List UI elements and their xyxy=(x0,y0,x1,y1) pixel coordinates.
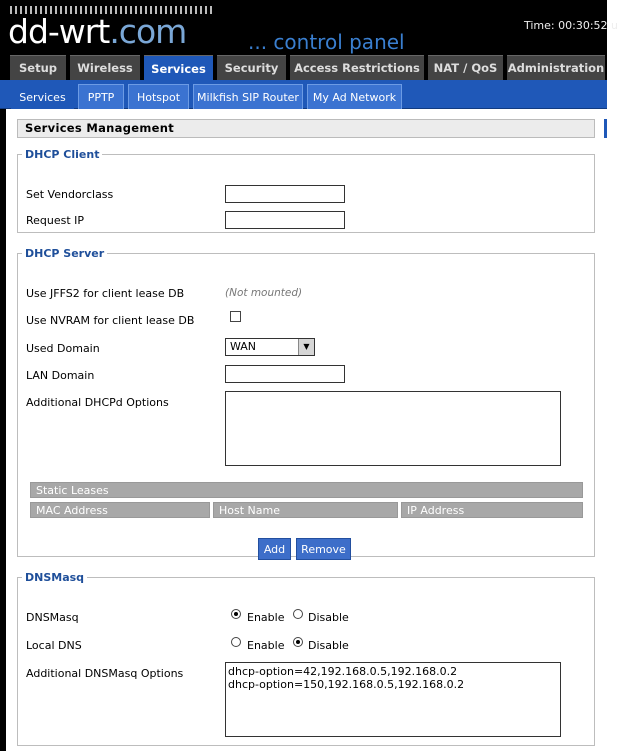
local-dns-disable-label: Disable xyxy=(308,639,349,652)
lan-domain-label: LAN Domain xyxy=(26,369,95,382)
nvram-label: Use NVRAM for client lease DB xyxy=(26,314,195,327)
static-leases-header: Static Leases xyxy=(30,482,583,498)
tagline: ... control panel xyxy=(248,30,405,54)
sub-tabs xyxy=(11,84,406,109)
used-domain-label: Used Domain xyxy=(26,342,100,355)
page-title: Services Management xyxy=(17,119,595,138)
dnsmasq-options-label: Additional DNSMasq Options xyxy=(26,667,184,680)
dhcp-client-section xyxy=(17,148,595,233)
used-domain-select[interactable] xyxy=(225,338,315,356)
tab-administration[interactable]: Administration xyxy=(507,55,605,80)
used-domain-value: WAN xyxy=(230,340,257,353)
request-ip-input[interactable] xyxy=(225,211,345,229)
subtab-pptp[interactable]: PPTP xyxy=(78,84,124,109)
local-dns-disable-radio[interactable] xyxy=(293,637,303,647)
dnsmasq-section xyxy=(17,571,595,746)
subtab-hotspot[interactable]: Hotspot xyxy=(128,84,189,109)
local-dns-enable-radio[interactable] xyxy=(231,637,241,647)
column-host-name: Host Name xyxy=(213,502,398,518)
dnsmasq-legend: DNSMasq xyxy=(25,571,85,584)
vendorclass-input[interactable] xyxy=(225,185,345,203)
dnsmasq-options-textarea[interactable]: dhcp-option=42,192.168.0.5,192.168.0.2 dhcp-option=150,192.168.0.5,192.168.0.2 xyxy=(225,662,561,737)
column-mac-address: MAC Address xyxy=(30,502,210,518)
dnsmasq-disable-label: Disable xyxy=(308,611,349,624)
local-dns-label: Local DNS xyxy=(26,639,82,652)
column-ip-address: IP Address xyxy=(401,502,583,518)
clock-time: Time: 00:30:52 u xyxy=(524,19,618,32)
nvram-checkbox[interactable] xyxy=(230,311,241,322)
local-dns-enable-label: Enable xyxy=(247,639,285,652)
vendorclass-label: Set Vendorclass xyxy=(26,188,114,201)
chevron-down-icon: ▼ xyxy=(298,339,314,355)
logo-suffix: .com xyxy=(109,12,187,51)
add-button[interactable]: Add xyxy=(258,538,291,560)
dhcpd-options-textarea[interactable] xyxy=(225,391,561,466)
right-marker xyxy=(604,119,607,138)
logo xyxy=(8,12,186,52)
subtab-my-ad-network[interactable]: My Ad Network xyxy=(307,84,402,109)
jffs2-label: Use JFFS2 for client lease DB xyxy=(26,287,185,300)
request-ip-label: Request IP xyxy=(26,214,85,227)
remove-button[interactable]: Remove xyxy=(296,538,351,560)
dnsmasq-disable-radio[interactable] xyxy=(293,609,303,619)
dhcpd-options-label: Additional DHCPd Options xyxy=(26,396,169,409)
left-border xyxy=(0,109,6,751)
tab-nat-qos[interactable]: NAT / QoS xyxy=(428,55,503,80)
dhcp-client-legend: DHCP Client xyxy=(25,148,100,161)
dhcp-server-section xyxy=(17,247,595,557)
main-tabs xyxy=(10,55,605,80)
subtab-services[interactable]: Services xyxy=(11,84,74,109)
logo-main: dd-wrt xyxy=(8,12,110,51)
jffs2-note: (Not mounted) xyxy=(225,287,303,299)
lan-domain-input[interactable] xyxy=(225,365,345,383)
tab-setup[interactable]: Setup xyxy=(10,55,66,80)
tab-services[interactable]: Services xyxy=(144,55,213,82)
dnsmasq-enable-label: Enable xyxy=(247,611,285,624)
tab-security[interactable]: Security xyxy=(217,55,286,80)
dnsmasq-label: DNSMasq xyxy=(26,611,79,624)
subtab-milkfish-sip-router[interactable]: Milkfish SIP Router xyxy=(193,84,303,109)
tab-wireless[interactable]: Wireless xyxy=(70,55,140,80)
dnsmasq-enable-radio[interactable] xyxy=(231,609,241,619)
dhcp-server-legend: DHCP Server xyxy=(25,247,105,260)
tab-access-restrictions[interactable]: Access Restrictions xyxy=(290,55,424,80)
